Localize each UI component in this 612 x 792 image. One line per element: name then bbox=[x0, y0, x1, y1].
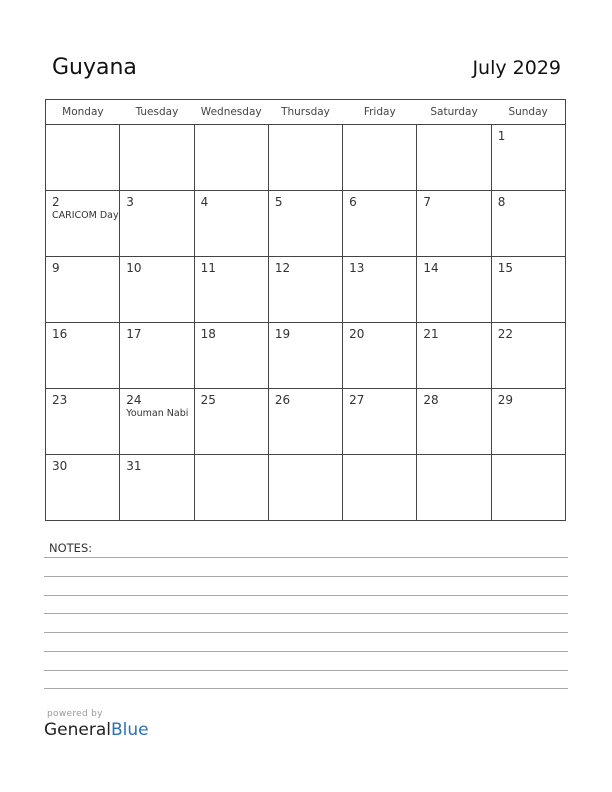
month-title: July 2029 bbox=[472, 57, 561, 79]
day-number: 29 bbox=[497, 393, 513, 407]
notes-label: NOTES: bbox=[49, 541, 93, 555]
weekday-header: Friday bbox=[343, 100, 417, 125]
day-cell[interactable] bbox=[417, 323, 491, 389]
weekday-header: Wednesday bbox=[194, 100, 268, 125]
notes-line bbox=[44, 651, 568, 652]
notes-line bbox=[44, 557, 568, 558]
day-cell[interactable] bbox=[120, 257, 194, 323]
day-cell[interactable] bbox=[491, 323, 565, 389]
day-cell[interactable] bbox=[194, 257, 268, 323]
week-row bbox=[46, 389, 566, 455]
week-row bbox=[46, 455, 566, 521]
weekday-header: Tuesday bbox=[120, 100, 194, 125]
notes-line bbox=[44, 613, 568, 614]
brand-logo[interactable] bbox=[44, 720, 149, 740]
day-number: 24 bbox=[126, 393, 142, 407]
day-cell[interactable] bbox=[46, 455, 120, 521]
day-number: 26 bbox=[274, 393, 291, 407]
day-cell[interactable] bbox=[491, 191, 565, 257]
day-number: 3 bbox=[126, 195, 134, 209]
weekday-header: Sunday bbox=[491, 100, 565, 125]
day-number: 21 bbox=[423, 327, 439, 341]
day-cell[interactable] bbox=[343, 125, 417, 191]
weekday-header: Saturday bbox=[417, 100, 491, 125]
day-number: 9 bbox=[52, 261, 60, 275]
day-cell[interactable] bbox=[491, 257, 565, 323]
day-cell[interactable] bbox=[194, 191, 268, 257]
day-cell[interactable] bbox=[46, 323, 120, 389]
day-cell[interactable] bbox=[268, 125, 342, 191]
day-cell[interactable] bbox=[343, 257, 417, 323]
day-cell[interactable] bbox=[46, 257, 120, 323]
day-number: 12 bbox=[274, 261, 291, 275]
notes-line bbox=[44, 595, 568, 596]
day-cell[interactable] bbox=[120, 389, 194, 455]
week-row bbox=[46, 257, 566, 323]
day-number: 16 bbox=[52, 327, 68, 341]
day-number: 31 bbox=[126, 459, 142, 473]
notes-line bbox=[44, 576, 568, 577]
day-cell[interactable] bbox=[343, 191, 417, 257]
powered-by-text: powered by bbox=[47, 709, 103, 719]
day-cell[interactable] bbox=[120, 455, 194, 521]
weekday-header: Thursday bbox=[268, 100, 342, 125]
day-cell[interactable] bbox=[46, 389, 120, 455]
day-cell[interactable] bbox=[194, 389, 268, 455]
notes-line bbox=[44, 688, 568, 689]
day-number: 10 bbox=[126, 261, 142, 275]
notes-line bbox=[44, 632, 568, 633]
day-number: 19 bbox=[274, 327, 291, 341]
week-row bbox=[46, 125, 566, 191]
country-title: Guyana bbox=[52, 55, 137, 80]
day-cell[interactable] bbox=[417, 389, 491, 455]
day-cell[interactable] bbox=[417, 257, 491, 323]
day-number: 11 bbox=[200, 261, 216, 275]
day-cell[interactable] bbox=[491, 125, 565, 191]
weekday-header: Monday bbox=[46, 100, 120, 125]
day-number: 18 bbox=[200, 327, 216, 341]
week-row bbox=[46, 323, 566, 389]
week-row bbox=[46, 191, 566, 257]
day-number: 17 bbox=[126, 327, 142, 341]
day-cell[interactable] bbox=[268, 323, 342, 389]
brand-general: General bbox=[44, 720, 111, 740]
day-cell[interactable] bbox=[120, 323, 194, 389]
day-number: 8 bbox=[497, 195, 506, 209]
day-number: 13 bbox=[349, 261, 365, 275]
day-cell[interactable] bbox=[491, 455, 565, 521]
day-cell[interactable] bbox=[417, 191, 491, 257]
day-cell[interactable] bbox=[343, 455, 417, 521]
day-cell[interactable] bbox=[194, 125, 268, 191]
day-cell[interactable] bbox=[194, 323, 268, 389]
day-cell[interactable] bbox=[120, 125, 194, 191]
weekday-header-row bbox=[46, 100, 566, 125]
calendar-grid bbox=[45, 99, 566, 521]
day-number: 20 bbox=[349, 327, 365, 341]
day-number: 6 bbox=[349, 195, 357, 209]
holiday-label: CARICOM Day bbox=[52, 210, 119, 221]
holiday-label: Youman Nabi bbox=[126, 408, 189, 419]
day-number: 7 bbox=[423, 195, 432, 209]
day-number: 14 bbox=[423, 261, 439, 275]
day-cell[interactable] bbox=[268, 191, 342, 257]
day-cell[interactable] bbox=[268, 257, 342, 323]
day-number: 28 bbox=[423, 393, 439, 407]
day-cell[interactable] bbox=[417, 125, 491, 191]
day-number: 1 bbox=[497, 129, 506, 143]
day-number: 4 bbox=[200, 195, 209, 209]
day-cell[interactable] bbox=[46, 191, 120, 257]
day-cell[interactable] bbox=[268, 455, 342, 521]
notes-line bbox=[44, 670, 568, 671]
day-cell[interactable] bbox=[194, 455, 268, 521]
day-cell[interactable] bbox=[343, 323, 417, 389]
day-cell[interactable] bbox=[343, 389, 417, 455]
day-number: 27 bbox=[349, 393, 365, 407]
day-number: 22 bbox=[497, 327, 513, 341]
day-number: 5 bbox=[274, 195, 283, 209]
day-number: 23 bbox=[52, 393, 68, 407]
day-cell[interactable] bbox=[46, 125, 120, 191]
day-cell[interactable] bbox=[417, 455, 491, 521]
day-number: 30 bbox=[52, 459, 68, 473]
brand-blue: Blue bbox=[111, 720, 149, 740]
day-cell[interactable] bbox=[491, 389, 565, 455]
day-number: 15 bbox=[497, 261, 513, 275]
day-cell[interactable] bbox=[120, 191, 194, 257]
day-number: 2 bbox=[52, 195, 60, 209]
day-number: 25 bbox=[200, 393, 216, 407]
day-cell[interactable] bbox=[268, 389, 342, 455]
